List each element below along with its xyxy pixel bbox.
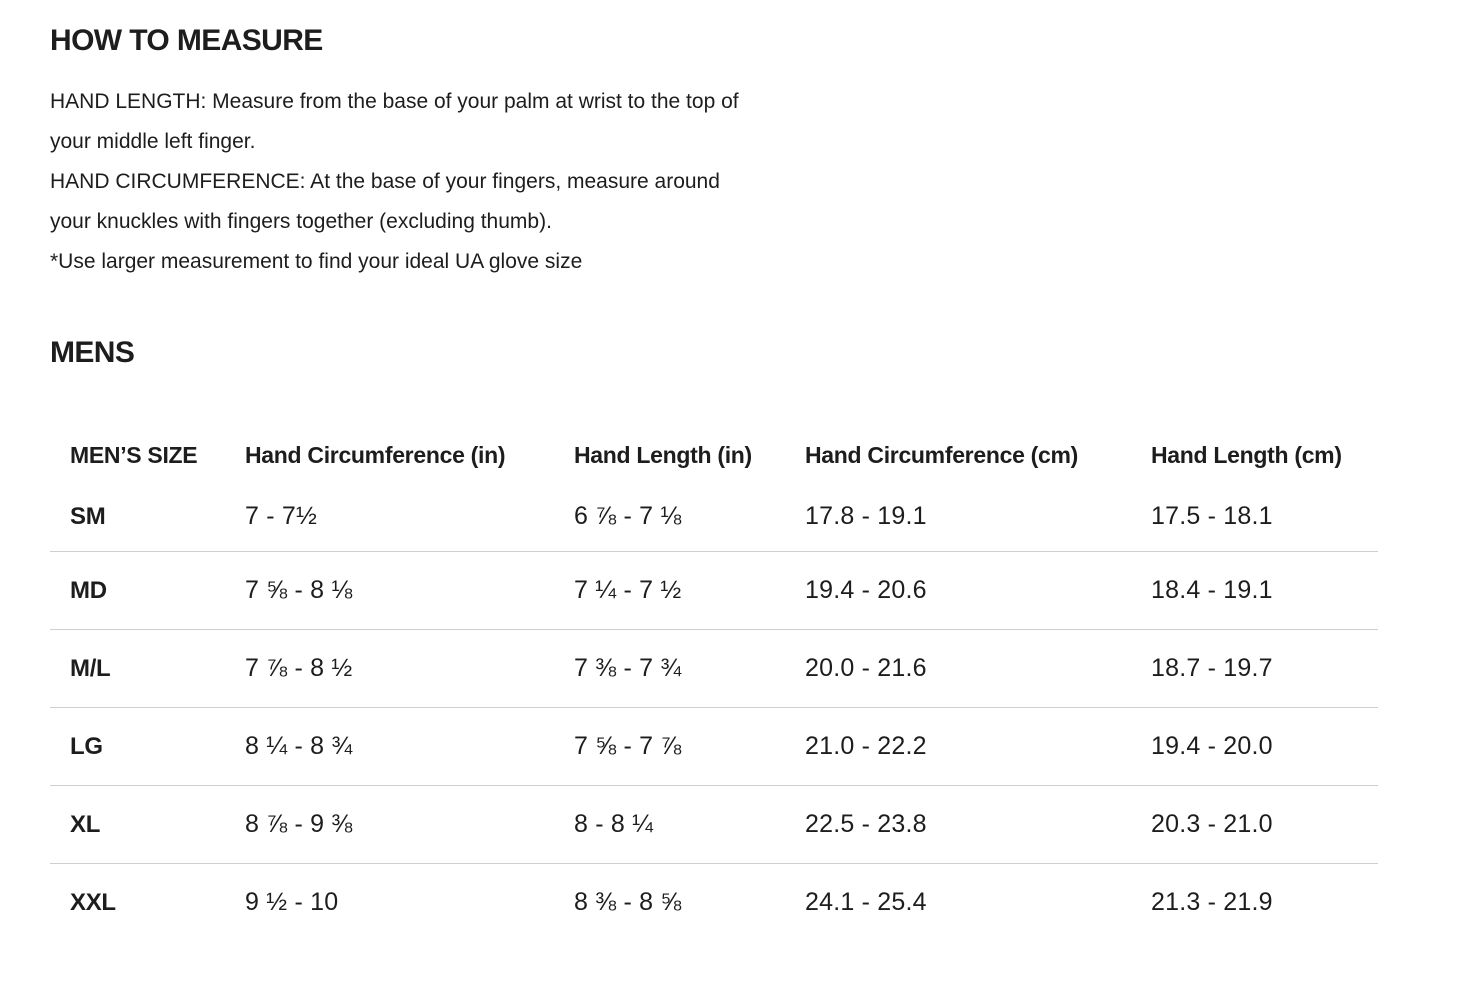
circumference-cm-cell: 22.5 - 23.8 (805, 786, 1151, 864)
length-cm-cell: 18.7 - 19.7 (1151, 630, 1378, 708)
circumference-in-cell: 7 ⅞ - 8 ½ (245, 630, 574, 708)
circumference-cm-cell: 19.4 - 20.6 (805, 552, 1151, 630)
length-cm-cell: 17.5 - 18.1 (1151, 482, 1378, 552)
size-cell: SM (50, 482, 245, 552)
instruction-line: your knuckles with fingers together (excluding thumb). (50, 210, 552, 233)
size-cell: M/L (50, 630, 245, 708)
length-in-cell: 7 ¼ - 7 ½ (574, 552, 805, 630)
mens-heading: MENS (50, 336, 135, 369)
circumference-in-cell: 7 - 7½ (245, 482, 574, 552)
size-cell: XL (50, 786, 245, 864)
circumference-cm-cell: 21.0 - 22.2 (805, 708, 1151, 786)
length-cm-cell: 18.4 - 19.1 (1151, 552, 1378, 630)
circumference-cm-cell: 17.8 - 19.1 (805, 482, 1151, 552)
mens-size-table (50, 428, 1378, 941)
length-cm-cell: 20.3 - 21.0 (1151, 786, 1378, 864)
measure-instructions (50, 82, 850, 282)
table-header-row (50, 428, 1378, 482)
length-in-cell: 7 ⅜ - 7 ¾ (574, 630, 805, 708)
circumference-in-cell: 8 ⅞ - 9 ⅜ (245, 786, 574, 864)
length-in-cell: 7 ⅝ - 7 ⅞ (574, 708, 805, 786)
column-header-circumference-cm: Hand Circumference (cm) (805, 441, 1079, 468)
table-row (50, 786, 1378, 864)
length-in-cell: 8 - 8 ¼ (574, 786, 805, 864)
length-in-cell: 6 ⅞ - 7 ⅛ (574, 482, 805, 552)
circumference-cm-cell: 20.0 - 21.6 (805, 630, 1151, 708)
instruction-line: *Use larger measurement to find your ideal UA glove size (50, 250, 583, 273)
circumference-cm-cell: 24.1 - 25.4 (805, 888, 927, 916)
column-header-length-in: Hand Length (in) (574, 441, 752, 468)
table-row (50, 482, 1378, 552)
table-row (50, 864, 1378, 942)
size-cell: MD (50, 552, 245, 630)
column-header-circumference-in: Hand Circumference (in) (245, 441, 506, 468)
table-row (50, 630, 1378, 708)
circumference-in-cell: 7 ⅝ - 8 ⅛ (245, 552, 574, 630)
size-cell: LG (50, 708, 245, 786)
length-cm-cell: 21.3 - 21.9 (1151, 888, 1273, 916)
column-header-size: MEN’S SIZE (70, 441, 198, 468)
table-row (50, 708, 1378, 786)
instruction-line: your middle left finger. (50, 130, 256, 153)
how-to-measure-heading: HOW TO MEASURE (50, 24, 323, 57)
instruction-line: HAND CIRCUMFERENCE: At the base of your fingers, measure around (50, 170, 720, 193)
size-cell: XXL (70, 888, 116, 916)
circumference-in-cell: 8 ¼ - 8 ¾ (245, 708, 574, 786)
instruction-line: HAND LENGTH: Measure from the base of your palm at wrist to the top of (50, 90, 739, 113)
table-row (50, 552, 1378, 630)
length-cm-cell: 19.4 - 20.0 (1151, 708, 1378, 786)
circumference-in-cell: 9 ½ - 10 (245, 888, 339, 916)
column-header-length-cm: Hand Length (cm) (1151, 441, 1342, 468)
length-in-cell: 8 ⅜ - 8 ⅝ (574, 888, 682, 916)
